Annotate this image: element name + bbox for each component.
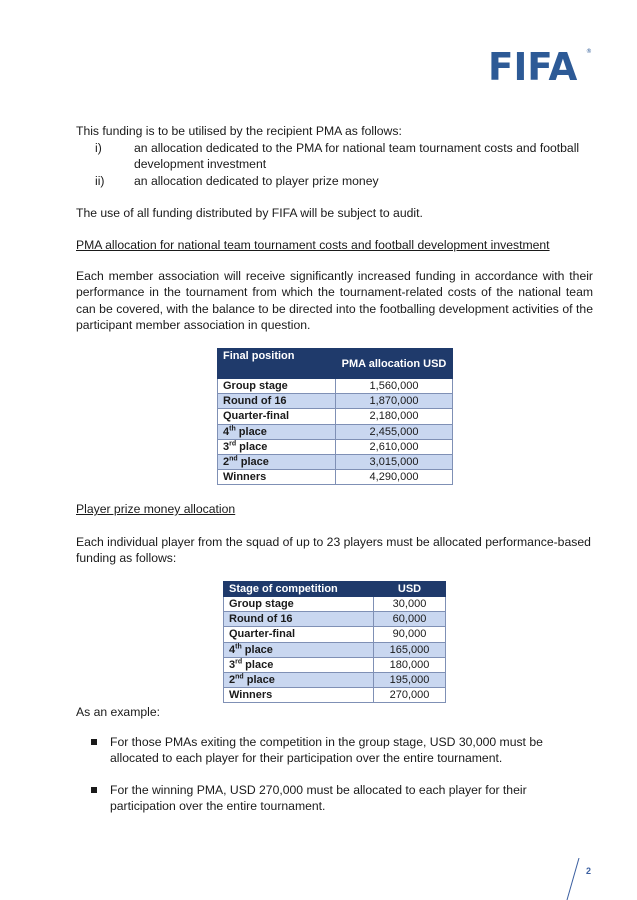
row-value: 90,000 [374, 627, 446, 642]
section1-body: Each member association will receive significantly increased funding in accordance with their performance in the tournament from which the tournament-related costs of the national team can be covered, with the balance to be directed into the footballing development activities of the participant member association in question. [76, 269, 593, 332]
row-position: 2nd place [224, 672, 374, 687]
row-position: Quarter-final [224, 627, 374, 642]
row-position: Round of 16 [224, 612, 374, 627]
row-value: 30,000 [374, 597, 446, 612]
row-position: 2nd place [218, 454, 336, 469]
row-position: Winners [218, 470, 336, 485]
bullet-item-2: For the winning PMA, USD 270,000 must be allocated to each player for their participation over the entire tournament. [110, 783, 527, 814]
row-position: Group stage [218, 379, 336, 394]
table2-header-stage: Stage of competition [224, 582, 374, 597]
table-row [218, 439, 453, 454]
row-position: 3rd place [218, 439, 336, 454]
table1-header-position: Final position [218, 349, 336, 379]
registered-mark: ® [586, 48, 592, 55]
page-divider-slash-icon [566, 858, 580, 900]
row-position: 4th place [224, 642, 374, 657]
section2-heading: Player prize money allocation [76, 502, 236, 516]
player-prize-table [223, 581, 446, 703]
row-position: Group stage [224, 597, 374, 612]
table-row [218, 379, 453, 394]
list-number-2: ii) [95, 174, 105, 188]
row-position: Quarter-final [218, 409, 336, 424]
row-value: 195,000 [374, 672, 446, 687]
table-row [224, 597, 446, 612]
bullet-icon [91, 739, 97, 745]
row-value: 1,870,000 [336, 394, 453, 409]
table-row [224, 612, 446, 627]
list-number-1: i) [95, 141, 102, 155]
table-row [224, 672, 446, 687]
row-position: 3rd place [224, 657, 374, 672]
table-row [218, 424, 453, 439]
audit-paragraph: The use of all funding distributed by FIFA will be subject to audit. [76, 206, 423, 220]
pma-allocation-table [217, 348, 453, 485]
table-row [218, 470, 453, 485]
row-value: 1,560,000 [336, 379, 453, 394]
bullet-icon [91, 787, 97, 793]
row-value: 2,610,000 [336, 439, 453, 454]
section1-heading: PMA allocation for national team tournament costs and football development investment [76, 238, 550, 252]
intro-paragraph: This funding is to be utilised by the recipient PMA as follows: [76, 124, 402, 138]
table2-header-usd: USD [374, 582, 446, 597]
row-value: 3,015,000 [336, 454, 453, 469]
row-position: Winners [224, 688, 374, 703]
page-number: 2 [586, 866, 592, 876]
row-value: 270,000 [374, 688, 446, 703]
table-row [218, 454, 453, 469]
row-value: 4,290,000 [336, 470, 453, 485]
bullet-item-1: For those PMAs exiting the competition in the group stage, USD 30,000 must be allocated to each player for their participation over the entire tournament. [110, 735, 543, 766]
row-value: 180,000 [374, 657, 446, 672]
row-value: 2,180,000 [336, 409, 453, 424]
table-row [224, 642, 446, 657]
list-item-2: an allocation dedicated to player prize money [134, 174, 379, 188]
table-row [218, 394, 453, 409]
logo-text: FIFA [488, 45, 578, 89]
row-value: 60,000 [374, 612, 446, 627]
table-row [218, 409, 453, 424]
table1-header-allocation: PMA allocation USD [336, 349, 453, 379]
fifa-logo [488, 45, 592, 89]
example-intro: As an example: [76, 705, 161, 719]
table-row [224, 627, 446, 642]
table-row [224, 657, 446, 672]
row-position: 4th place [218, 424, 336, 439]
list-item-1: an allocation dedicated to the PMA for national team tournament costs and football development investment [134, 141, 580, 171]
table-row [224, 688, 446, 703]
row-value: 165,000 [374, 642, 446, 657]
section2-body: Each individual player from the squad of up to 23 players must be allocated performance-based funding as follows: [76, 535, 591, 566]
row-position: Round of 16 [218, 394, 336, 409]
row-value: 2,455,000 [336, 424, 453, 439]
